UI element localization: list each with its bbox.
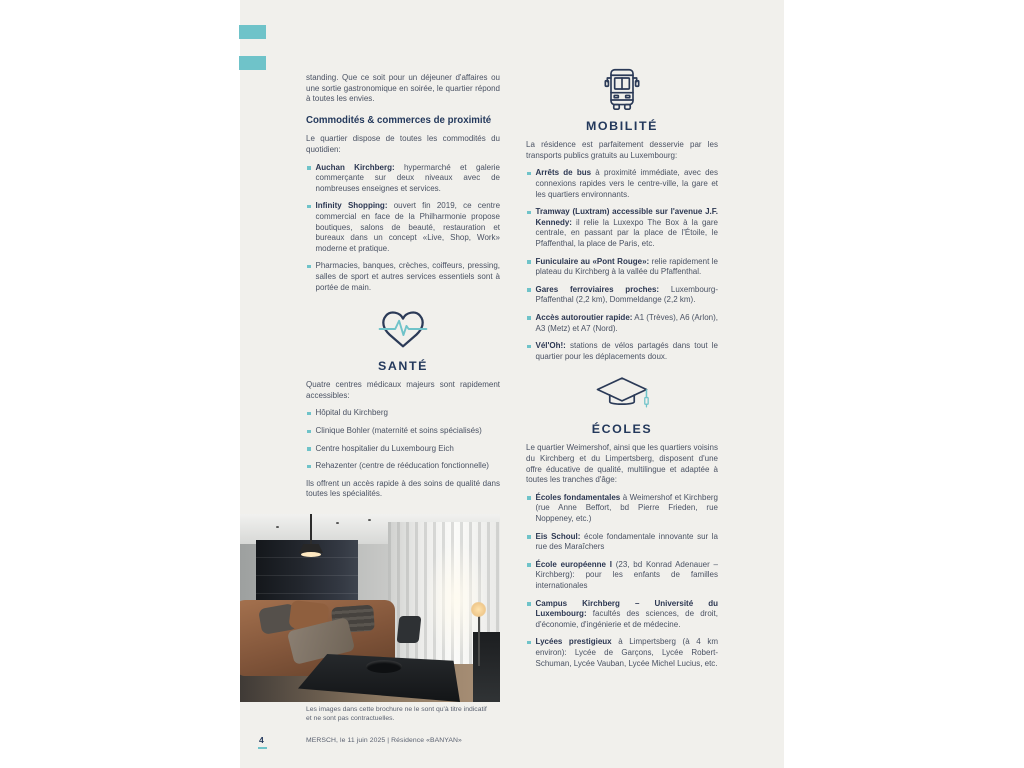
list-item <box>526 285 718 306</box>
photo-bowl <box>366 660 402 673</box>
square-bullet-icon <box>307 412 311 416</box>
ecoles-heading: ÉCOLES <box>591 421 653 436</box>
mobilite-intro: La résidence est parfaitement desservie par les transports publics gratuits au Luxembourg: <box>526 140 718 160</box>
list-item <box>306 163 500 195</box>
interior-photo <box>240 514 500 702</box>
photo-lamp-glow <box>471 602 486 617</box>
square-bullet-icon <box>307 447 311 451</box>
list-item <box>526 168 718 200</box>
square-bullet-icon <box>527 535 531 539</box>
list-item-text: Campus Kirchberg – Université du Luxembourg: facultés des sciences, de droit, d'économie, d'ingénierie et de médecine. <box>535 598 718 629</box>
teal-accent-block <box>239 25 266 39</box>
left-column <box>306 73 500 507</box>
square-bullet-icon <box>527 563 531 567</box>
mobilite-heading: MOBILITÉ <box>586 118 658 133</box>
sante-intro: Quatre centres médicaux majeurs sont rapidement accessibles: <box>306 380 500 400</box>
square-bullet-icon <box>527 345 531 349</box>
list-item <box>306 201 500 254</box>
square-bullet-icon <box>527 172 531 176</box>
sante-list <box>306 408 500 471</box>
list-item-text: Accès autoroutier rapide: A1 (Trèves), A6 (Arlon), A3 (Metz) et A7 (Nord). <box>535 312 718 333</box>
list-item-text: Tramway (Luxtram) accessible sur l'avenue J.F. Kennedy: il relie la Luxexpo The Box à la gare centrale, en passant par la place de l'Étoile, le Pfaffenthal, la place de Paris, etc. <box>535 207 718 248</box>
list-item-text: Lycées prestigieux à Limpertsberg (à 4 km environ): Lycée de Garçons, Lycée Robert-Schuman, Lycée Vauban, Lycée Michel Lucius, etc. <box>535 637 718 668</box>
heart-pulse-icon <box>306 306 500 356</box>
photo-chair <box>397 616 422 643</box>
square-bullet-icon <box>527 496 531 500</box>
commodites-intro: Le quartier dispose de toutes les commodités du quotidien: <box>306 134 500 154</box>
list-item <box>526 493 718 525</box>
square-bullet-icon <box>527 316 531 320</box>
commodites-list <box>306 163 500 294</box>
list-item <box>526 257 718 278</box>
ceiling-spot <box>276 526 279 528</box>
photo-caption: Les images dans cette brochure ne le sont qu'à titre indicatif et ne sont pas contractuelles. <box>306 706 487 722</box>
right-column <box>526 58 718 676</box>
list-item <box>526 313 718 334</box>
list-item <box>526 599 718 631</box>
list-item-text: Clinique Bohler (maternité et soins spécialisés) <box>315 426 482 436</box>
square-bullet-icon <box>307 430 311 434</box>
list-item-text: Auchan Kirchberg: hypermarché et galerie commerçante sur deux niveaux avec de nombreuses enseignes et services. <box>315 162 500 193</box>
ceiling-spot <box>368 519 371 521</box>
list-item <box>526 207 718 249</box>
square-bullet-icon <box>307 265 311 269</box>
square-bullet-icon <box>527 211 531 215</box>
list-item <box>306 261 500 293</box>
page-number-underline <box>258 747 267 749</box>
list-item <box>526 341 718 362</box>
commodites-heading: Commodités & commerces de proximité <box>306 114 492 126</box>
square-bullet-icon <box>307 205 311 209</box>
list-item <box>306 444 500 455</box>
photo-pendant-cord <box>310 514 312 546</box>
list-item-text: Pharmacies, banques, crèches, coiffeurs, pressing, salles de sport et autres services essentiels sont à portée de main. <box>315 261 500 292</box>
square-bullet-icon <box>527 288 531 292</box>
list-item-text: Hôpital du Kirchberg <box>315 408 388 418</box>
list-item-text: Arrêts de bus à proximité immédiate, avec des connexions rapides vers le centre-ville, la gare et les quartiers environnants. <box>535 168 719 199</box>
square-bullet-icon <box>307 465 311 469</box>
bus-icon <box>526 66 718 116</box>
intro-continuation-paragraph: standing. Que ce soit pour un déjeuner d'affaires ou une sortie gastronomique en soirée, le quartier répond à toutes les envies. <box>306 73 500 104</box>
page-number: 4 <box>259 735 264 745</box>
list-item <box>526 560 718 592</box>
square-bullet-icon <box>527 260 531 264</box>
list-item <box>526 637 718 669</box>
graduation-cap-icon <box>526 375 718 419</box>
list-item-text: Écoles fondamentales à Weimershof et Kirchberg (rue Anne Beffort, bd Pierre Frieden, rue Noppeney, etc.) <box>535 492 719 524</box>
list-item-text: Centre hospitalier du Luxembourg Eich <box>315 443 454 453</box>
sante-outro: Ils offrent un accès rapide à des soins de qualité dans toutes les spécialités. <box>306 478 500 499</box>
teal-accent-block <box>239 56 266 70</box>
list-item-text: Rehazenter (centre de rééducation fonctionnelle) <box>315 461 489 471</box>
ecoles-intro: Le quartier Weimershof, ainsi que les quartiers voisins du Kirchberg et du Limpertsberg, disposent d'une offre éducative de qualité, multilingue et adaptée à toutes les tranches d'âge: <box>526 443 718 485</box>
list-item <box>526 532 718 553</box>
list-item <box>306 461 500 472</box>
ceiling-spot <box>336 522 339 524</box>
square-bullet-icon <box>527 641 531 645</box>
sante-heading: SANTÉ <box>378 358 428 373</box>
photo-pendant-glow <box>301 552 321 557</box>
photo-floor-lamp <box>478 610 480 666</box>
square-bullet-icon <box>527 602 531 606</box>
list-item-text: Funiculaire au «Pont Rouge»: relie rapidement le plateau du Kirchberg à la vallée du Pfaffenthal. <box>535 256 718 277</box>
square-bullet-icon <box>307 166 311 170</box>
list-item <box>306 426 500 437</box>
list-item-text: École européenne I (23, bd Konrad Adenauer – Kirchberg): pour les enfants de familles internationales <box>535 559 719 590</box>
list-item-text: Vél'Oh!: stations de vélos partagés dans tout le quartier pour les déplacements doux. <box>535 341 718 361</box>
list-item-text: Eis Schoul: école fondamentale innovante sur la rue des Maraîchers <box>535 531 719 552</box>
list-item <box>306 408 500 419</box>
list-item-text: Infinity Shopping: ouvert fin 2019, ce centre commercial en face de la Philharmonie propose boutiques, salons de beauté, restauration et bureaux dans un concept «Live, Shop, Work» moderne et pratique. <box>315 201 501 253</box>
ecoles-list <box>526 493 718 669</box>
mobilite-list <box>526 168 718 362</box>
footer-text: MERSCH, le 11 juin 2025 | Résidence «BANYAN» <box>306 737 462 744</box>
brochure-page <box>240 0 784 768</box>
list-item-text: Gares ferroviaires proches: Luxembourg-Pfaffenthal (2,2 km), Dommeldange (2,2 km). <box>535 284 718 305</box>
